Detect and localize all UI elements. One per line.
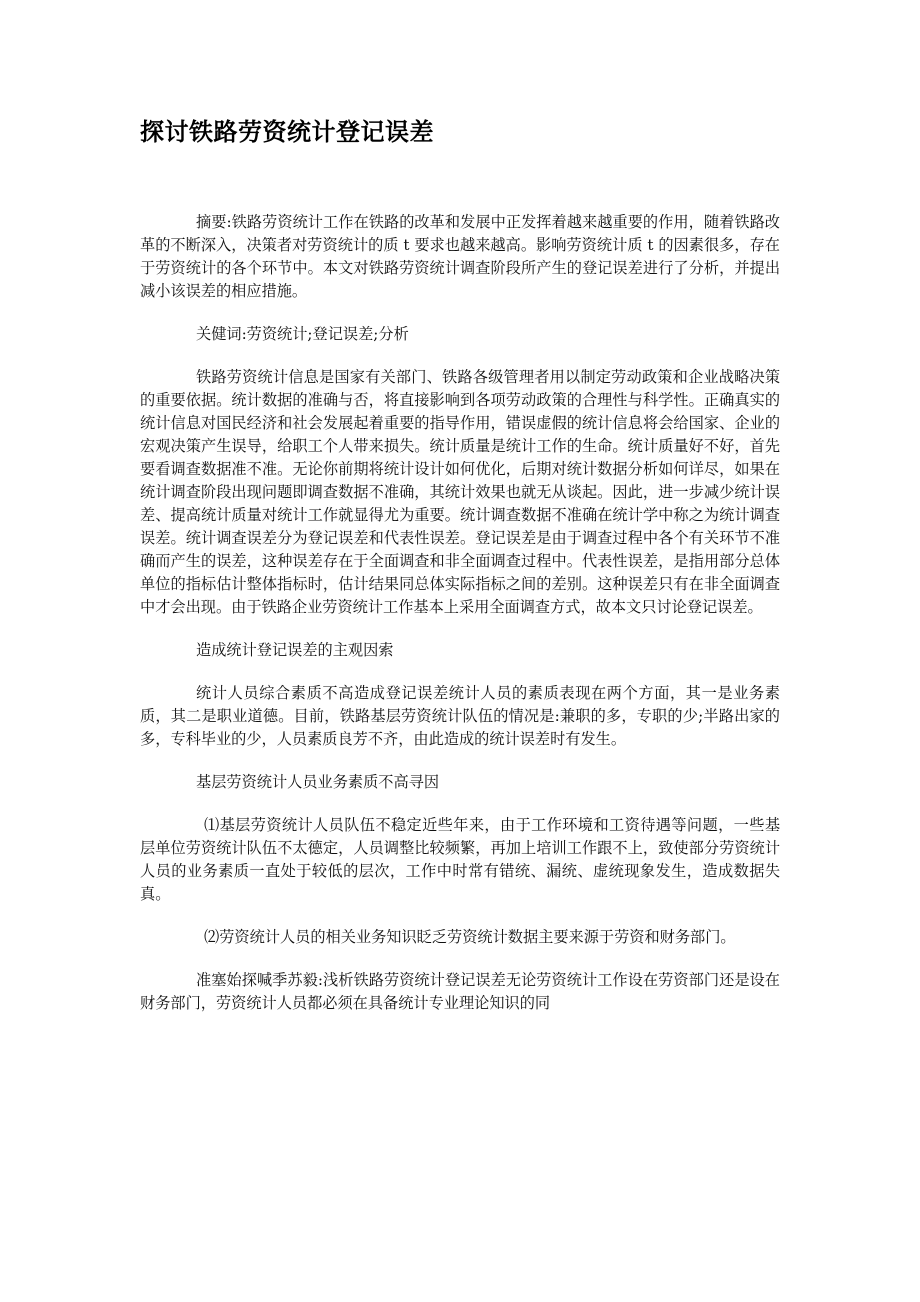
section-heading-subjective-factors: 造成统计登记误差的主观因索 [196, 641, 394, 659]
staff-quality-paragraph: 统计人员综合素质不高造成登记误差统计人员的素质表现在两个方面，其一是业务素质，其二是职业道德。目前，铁路基层劳资统计队伍的情况是:兼职的多，专职的少;半路出家的多，专科毕业的少，人员素质良芳不齐，由此造成的统计误差时有发生。 [140, 684, 780, 748]
document-title: 探讨铁路劳资统计登记误差 [140, 118, 434, 146]
intro-paragraph: 铁路劳资统计信息是国家有关部门、铁路各级管理者用以制定劳动政策和企业战略决策的重要依据。统计数据的准确与否，将直接影响到各项劳动政策的合理性与科学性。正确真实的统计信息对国民经济和社会发展起着重要的指导作用，错误虚假的统计信息将会给国家、企业的宏观决策产生误导，给职工个人带来损失。统计质量是统计工作的生命。统计质量好不好，首先要看调查数据准不准。无论你前期将统计设计如何优化，后期对统计数据分析如何详尽，如果在统计调查阶段出现问题即调查数据不准确，其统计效果也就无从谈起。因此，进一步减少统计误差、提高统计质量对统计工作就显得尤为重要。统计调查数据不准确在统计学中称之为统计调查误差。统计调查误差分为登记误差和代表性误差。登记误差是由于调查过程中各个有关环节不准确而产生的误差，这种误差存在于全面调查和非全面调查过程中。代表性误差，是指用部分总体单位的指标估计整体指标时，估计结果同总体实际指标之间的差别。这种误差只有在非全面调查中才会出现。由于铁路企业劳资统计工作基本上采用全面调查方式，故本文只讨论登记误差。 [140, 368, 780, 616]
section-heading-staff-reasons: 基层劳资统计人员业务素质不高寻因 [196, 773, 439, 791]
keywords-paragraph: 关健词:劳资统计;登记误差;分析 [196, 325, 409, 343]
reason-1-paragraph: ⑴基层劳资统计人员队伍不稳定近些年来，由于工作环境和工资待遇等问题，一些基层单位劳资统计队伍不太德定，人员调整比较频繁，再加上培训工作跟不上，致使部分劳资统计人员的业务素质一直处于较低的层次，工作中时常有错统、漏统、虚统现象发生，造成数据失真。 [140, 816, 780, 903]
reason-2-paragraph: ⑵劳资统计人员的相关业务知识眨乏劳资统计数据主要来源于劳资和财务部门。 [204, 928, 736, 946]
abstract-paragraph: 摘要:铁路劳资统计工作在铁路的改革和发展中正发挥着越来越重要的作用，随着铁路改革的不断深入，决策者对劳资统计的质 t 要求也越来越高。影响劳资统计质 t 的因素很多，存在于劳资统计的各个环节中。本文对铁路劳资统计调查阶段所产生的登记误差进行了分析，并提出减小该误差的相应措施。 [140, 213, 780, 300]
document-body [140, 211, 780, 1015]
continued-paragraph: 准塞始探喊季苏毅:浅析铁路劳资统计登记误差无论劳资统计工作设在劳资部门还是设在财务部门，劳资统计人员都必须在具备统计专业理论知识的同 [140, 971, 780, 1012]
